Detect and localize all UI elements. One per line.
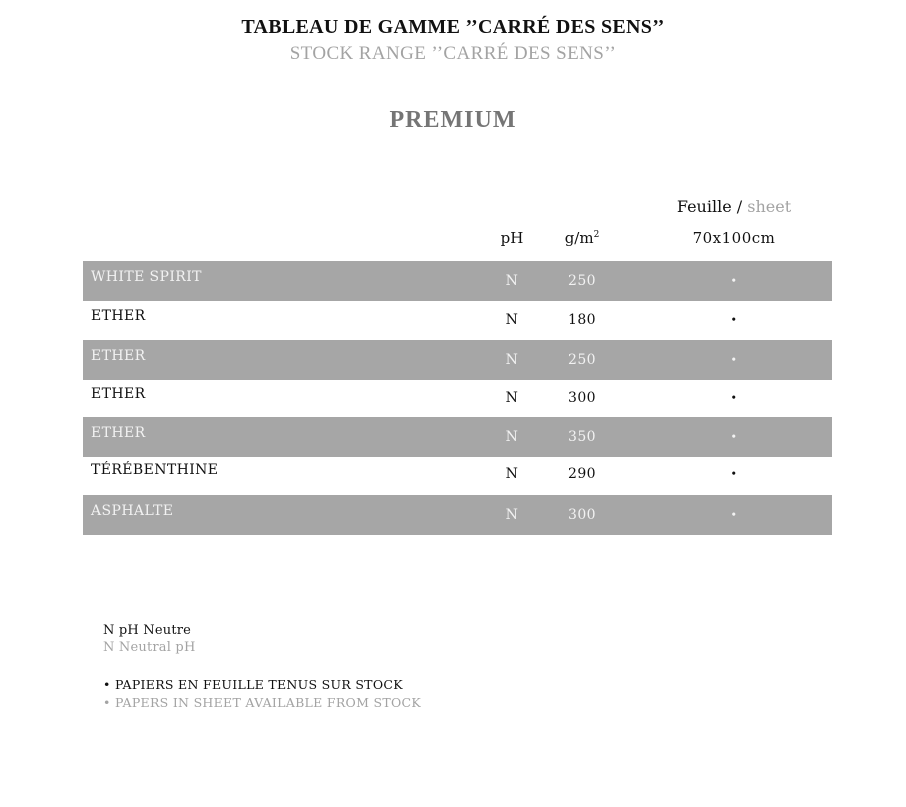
paper-name: ETHER [91,386,146,402]
column-header-size: 70x100cm [692,229,776,247]
table-row [83,340,832,380]
paper-name: ETHER [91,348,146,364]
stock-bullet: • [730,313,738,327]
ph-value: N [505,466,519,482]
table-row [83,261,832,301]
format-header [634,197,834,216]
stock-bullet: • [730,274,738,288]
page-subtitle: STOCK RANGE ’’CARRÉ DES SENS’’ [289,43,617,64]
ph-value: N [505,429,519,445]
paper-name: ASPHALTE [91,503,174,519]
gsm-value: 350 [568,429,596,445]
legend-stock-fr: • PAPIERS EN FEUILLE TENUS SUR STOCK [103,677,403,692]
table-row [83,300,832,340]
stock-bullet: • [730,353,738,367]
legend-stock-en: • PAPERS IN SHEET AVAILABLE FROM STOCK [103,695,422,710]
ph-value: N [505,312,519,328]
ph-value: N [505,507,519,523]
table-row [83,495,832,535]
gsm-unit-exponent: 2 [593,230,600,240]
format-label-fr: Feuille / [676,197,743,216]
column-header-ph: pH [500,229,524,247]
gsm-value: 250 [568,273,596,289]
page-title: TABLEAU DE GAMME ’’CARRÉ DES SENS’’ [241,16,665,38]
ph-value: N [505,352,519,368]
paper-name: ETHER [91,308,146,324]
section-heading: PREMIUM [389,107,517,133]
paper-name: TÉRÉBENTHINE [91,462,219,478]
stock-bullet: • [730,391,738,405]
table-row [83,378,832,418]
table-row [83,417,832,457]
stock-bullet: • [730,430,738,444]
legend-ph-fr: N pH Neutre [103,623,192,638]
table-row [83,454,832,494]
ph-value: N [505,273,519,289]
gsm-value: 300 [568,507,596,523]
gsm-value: 250 [568,352,596,368]
stock-bullet: • [730,508,738,522]
gsm-value: 300 [568,390,596,406]
format-label-en: sheet [747,197,792,216]
gsm-value: 290 [568,466,596,482]
stock-bullet: • [730,467,738,481]
legend-ph-en: N Neutral pH [103,640,196,655]
column-header-gsm [552,229,612,247]
paper-name: WHITE SPIRIT [91,269,202,285]
gsm-unit: g/m [564,229,594,247]
ph-value: N [505,390,519,406]
gsm-value: 180 [568,312,596,328]
paper-name: ETHER [91,425,146,441]
